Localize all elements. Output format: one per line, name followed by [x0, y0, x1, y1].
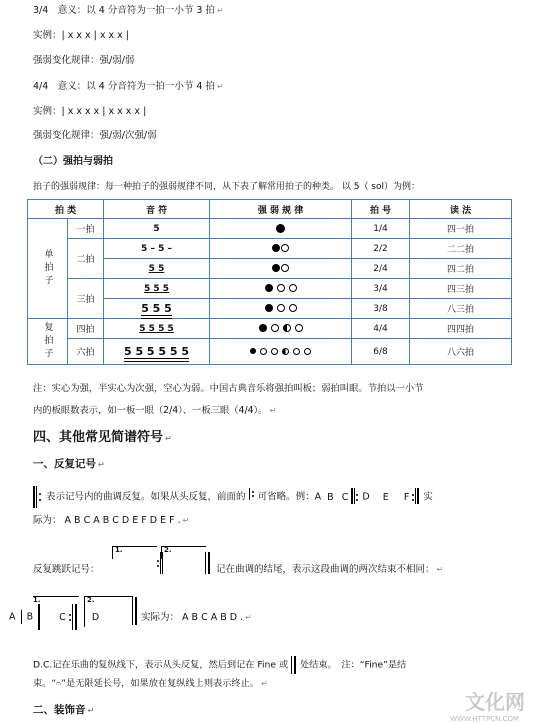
- meter-44-example: 实例：| x x x x | x x x x |: [33, 106, 147, 117]
- row-pattern: [210, 279, 352, 299]
- row-pattern: [210, 259, 352, 279]
- row-read: 四二拍: [410, 259, 512, 279]
- half-dot: [282, 348, 289, 355]
- header-pattern: 强 弱 规 律: [210, 200, 352, 219]
- row-notes: 5 – 5 –: [104, 239, 210, 259]
- row-sig: 1/4: [352, 219, 410, 239]
- table-header-row: [28, 200, 512, 219]
- row-pattern: [210, 219, 352, 239]
- weak-dot: [304, 348, 311, 355]
- weak-dot: [295, 324, 303, 332]
- strong-dot: [250, 348, 256, 354]
- row-sig: 2/2: [352, 239, 410, 259]
- repeat-sign-heading: 一、反复记号 ↵: [33, 458, 105, 470]
- strong-weak-intro: 拍子的强弱规律：每一种拍子的强弱规律不同，从下表了解常用拍子的种类。 以 5（ sol）为例：: [33, 182, 421, 192]
- weak-dot: [271, 348, 278, 355]
- dc-line-1: D.C.记在乐曲的复纵线下，表示从头反复，然后到记在 Fine 或 处结束。 注：“Fine”是结: [33, 656, 406, 674]
- strong-dot: [265, 284, 273, 292]
- jump-label: 反复跳跃记号：: [33, 564, 100, 575]
- jump-desc: 记在曲调的结尾，表示这段曲调的两次结束不相同： ↵: [216, 564, 444, 575]
- row-read: 四三拍: [410, 279, 512, 299]
- row-read: 四四拍: [410, 319, 512, 339]
- example2-final-bar-icon: [132, 597, 138, 625]
- row-notes: 5 5 5: [104, 279, 210, 299]
- strong-dot: [272, 244, 280, 252]
- row-pattern: [210, 239, 352, 259]
- volta-2-example-bracket: 2.: [84, 596, 133, 627]
- meter-34-rule: 强弱变化规律：强/弱/弱: [33, 55, 135, 66]
- note-line-1: 注：实心为强，半实心为次强，空心为弱。中国古典音乐将强拍叫板；弱拍叫眼。节拍以一小节: [33, 383, 424, 394]
- row-pattern: [210, 319, 352, 339]
- weak-dot: [281, 264, 289, 272]
- row-sig: 2/4: [352, 259, 410, 279]
- table-row: [28, 279, 512, 299]
- header-notes: 音 符: [104, 200, 210, 219]
- beat-table: [27, 199, 512, 365]
- volta-1-bracket: 1.: [112, 546, 157, 559]
- row-sub: 一拍: [68, 219, 104, 239]
- weak-dot: [277, 284, 285, 292]
- strong-weak-heading: （二）强拍与弱拍: [33, 156, 113, 167]
- dc-line-2: 束。“𝄐”是无限延长号，如果放在复纵线上则表示终止。 ↵: [33, 678, 268, 689]
- row-sub: 四拍: [68, 319, 104, 339]
- strong-dot: [276, 224, 285, 233]
- row-sig: 3/4: [352, 279, 410, 299]
- weak-dot: [271, 324, 279, 332]
- strong-dot: [259, 324, 267, 332]
- section4-heading: 四、其他常见简谱符号 ↵: [33, 430, 172, 445]
- meter-44-rule: 强弱变化规律：强/弱/次强/弱: [33, 130, 157, 141]
- row-sig: 3/8: [352, 299, 410, 319]
- row-read: 八六拍: [410, 339, 512, 365]
- meter-34-title: 3/4 意义：以 4 分音符为一拍一小节 3 拍 ↵: [33, 5, 224, 16]
- row-notes: 5 5: [104, 259, 210, 279]
- repeat-start-icon: [33, 486, 43, 508]
- row-read: 四一拍: [410, 219, 512, 239]
- strong-dot: [272, 264, 280, 272]
- row-pattern: [210, 339, 352, 365]
- row-sig: 6/8: [352, 339, 410, 365]
- row-sig: 4/4: [352, 319, 410, 339]
- row-sub: 三拍: [68, 279, 104, 319]
- weak-dot: [277, 304, 285, 312]
- meter-34-example: 实例：| x x x | x x x |: [33, 30, 129, 41]
- half-dot: [283, 324, 291, 332]
- ornament-heading: 二、装饰音 ↵: [33, 704, 95, 716]
- compound-meter-label: 复拍子: [28, 319, 68, 365]
- strong-dot: [265, 304, 273, 312]
- weak-dot: [281, 244, 289, 252]
- table-row: [28, 219, 512, 239]
- volta-1-example-bracket: 1.: [33, 596, 79, 627]
- repeat-actual-2: 实际为： A B C A B D . ↵: [141, 612, 252, 623]
- weak-dot: [289, 304, 297, 312]
- watermark-logo: 文化网: [465, 690, 525, 714]
- weak-dot: [260, 348, 267, 355]
- example2-line: A B C D: [9, 604, 99, 630]
- row-notes: 5 5 5: [104, 299, 210, 319]
- meter-44-title: 4/4 意义：以 4 分音符为一拍一小节 4 拍 ↵: [33, 81, 224, 92]
- repeat-end-icon: [412, 486, 420, 508]
- row-notes: 5 5 5 5: [104, 319, 210, 339]
- table-row: [28, 239, 512, 259]
- repeat-start-icon: [351, 486, 359, 508]
- header-beat-type: 拍 类: [28, 200, 104, 219]
- repeat-start-small-icon: [249, 486, 255, 508]
- note-line-2: 内的板眼数表示，如一板一眼（2/4）、一板三眼（4/4）。 ↵: [33, 405, 277, 416]
- row-pattern: [210, 299, 352, 319]
- table-row: [28, 319, 512, 339]
- volta-2-bracket: 2.: [161, 546, 206, 559]
- header-reading: 读 法: [410, 200, 512, 219]
- weak-dot: [293, 348, 300, 355]
- final-bar-icon: [205, 552, 211, 574]
- row-read: 二二拍: [410, 239, 512, 259]
- row-notes: 5 5 5 5 5 5: [104, 339, 210, 365]
- simple-meter-label: 单拍子: [28, 219, 68, 319]
- repeat-line-1: 表示记号内的曲调反复。如果从头反复，前面的 可省略。例：A B C D E F 实: [33, 486, 433, 508]
- row-sub: 六拍: [68, 339, 104, 365]
- header-signature: 拍 号: [352, 200, 410, 219]
- row-sub: 二拍: [68, 239, 104, 279]
- repeat-actual-1: 际为： A B C A B C D E F D E F . ↵: [33, 515, 190, 526]
- weak-dot: [289, 284, 297, 292]
- row-notes: 5: [104, 219, 210, 239]
- volta-repeat-end-icon: [157, 552, 165, 574]
- table-row: [28, 339, 512, 365]
- row-read: 八三拍: [410, 299, 512, 319]
- watermark-url: WWW.HTTPCN.COM: [450, 715, 519, 723]
